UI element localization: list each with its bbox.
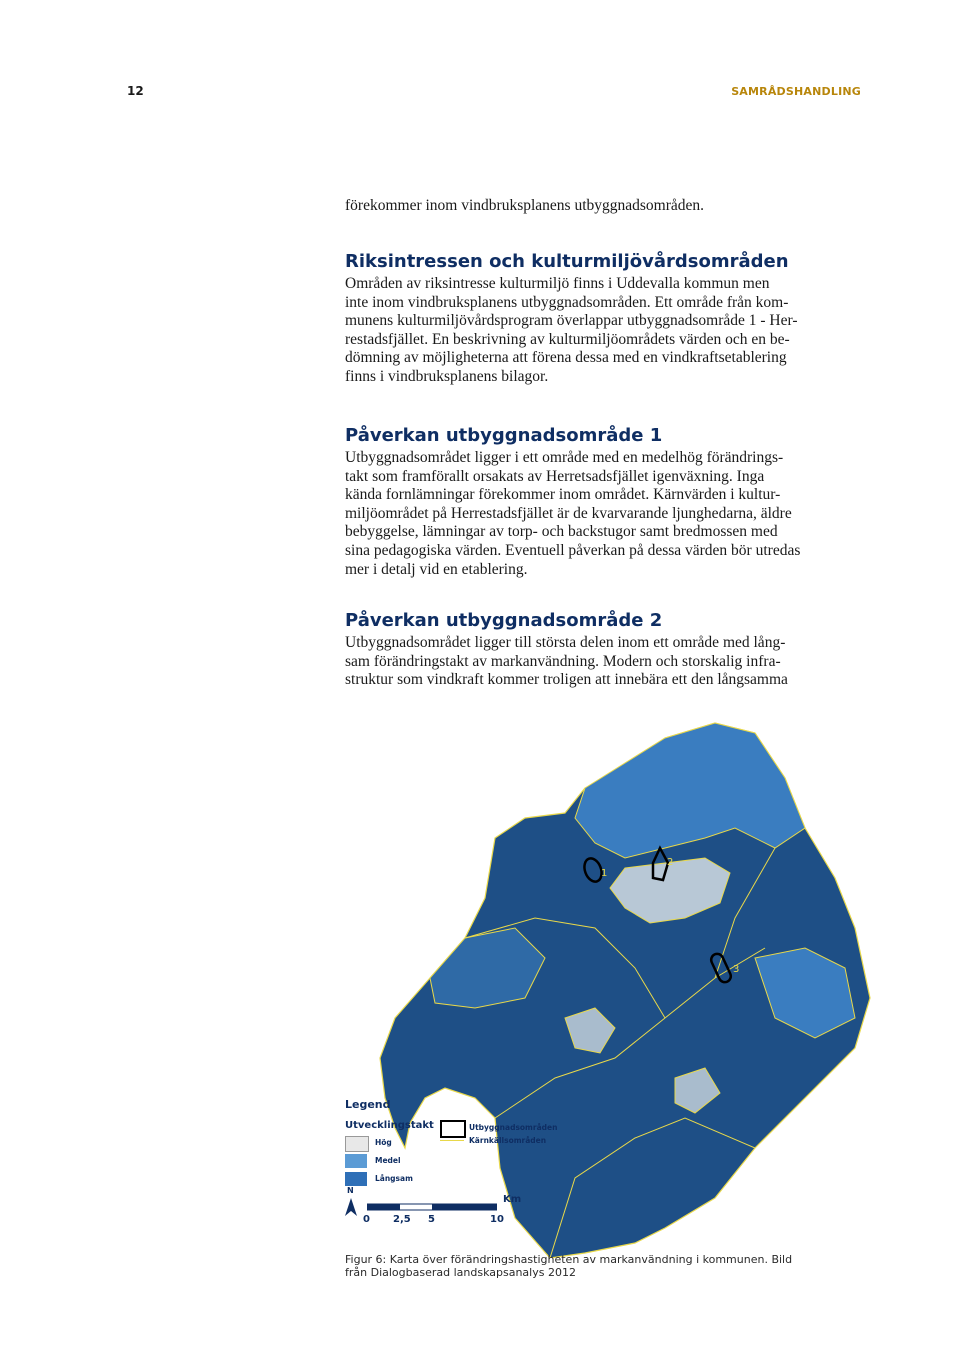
north-label: N xyxy=(347,1186,354,1195)
area-label-3: 3 xyxy=(733,964,740,975)
area-label-1: 1 xyxy=(601,868,608,879)
legend-subtitle: Utvecklingstakt xyxy=(345,1120,434,1131)
caption-line: Figur 6: Karta över förändringshastigheten av markanvändning i kommunen. Bild xyxy=(345,1253,793,1266)
paragraph-line: Utbyggnadsområdet ligger i ett område med en medelhög förändrings- xyxy=(345,449,784,466)
paragraph-line: sam förändringstakt av markanvändning. Modern och storskalig infra- xyxy=(345,652,781,670)
legend-line-core xyxy=(440,1140,464,1141)
legend-swatch-slow xyxy=(345,1172,367,1186)
paragraph-line: struktur som vindkraft kommer troligen att innebära ett den långsamma xyxy=(345,671,788,689)
legend-swatch-high xyxy=(345,1136,369,1152)
page-number: 12 xyxy=(127,84,144,98)
paragraph-line: sina pedagogiska värden. Eventuell påverkan på dessa värden bör utredas xyxy=(345,541,801,559)
section-heading: Påverkan utbyggnadsområde 1 xyxy=(345,425,663,446)
scale-tick-0: 0 xyxy=(363,1214,370,1225)
caption-line: från Dialogbaserad landskapsanalys 2012 xyxy=(345,1266,576,1279)
paragraph-line: dömning av möjligheterna att förena dessa med en vindkraftsetablering xyxy=(345,349,787,367)
paragraph-line: kända fornlämningar förekommer inom området. Kärnvärden i kultur- xyxy=(345,486,781,504)
section-riksintressen xyxy=(345,251,865,387)
legend-label-high: Hög xyxy=(375,1138,392,1147)
paragraph-line: inte inom vindbruksplanens utbyggnadsområden. Ett område från kom- xyxy=(345,293,789,311)
section-paverkan-2 xyxy=(345,610,865,690)
scale-tick-10: 10 xyxy=(490,1214,504,1225)
medium-change-zone xyxy=(575,723,805,858)
scale-unit: Km xyxy=(503,1194,522,1205)
legend-label-slow: Långsam xyxy=(375,1174,413,1183)
scale-tick-5: 5 xyxy=(428,1214,435,1225)
legend-label-medium: Medel xyxy=(375,1156,401,1165)
legend-label-core: Kärnkällsområden xyxy=(469,1136,547,1145)
figure-caption xyxy=(345,1253,865,1279)
legend-swatch-medium xyxy=(345,1154,367,1168)
legend-outline-development xyxy=(440,1120,466,1138)
land-use-change-map xyxy=(335,718,875,1258)
section-heading: Påverkan utbyggnadsområde 2 xyxy=(345,610,663,631)
scale-tick-2-5: 2,5 xyxy=(393,1214,411,1225)
paragraph-line: Områden av riksintresse kulturmiljö finns i Uddevalla kommun men xyxy=(345,275,770,292)
paragraph-line: takt som framförallt orsakats av Herretsadsfjället igenväxning. Inga xyxy=(345,467,765,485)
paragraph-line: Utbyggnadsområdet ligger till största delen inom ett område med lång- xyxy=(345,634,786,651)
scale-bar xyxy=(367,1202,497,1212)
section-heading: Riksintressen och kulturmiljövårdsområden xyxy=(345,251,789,272)
intro-line: förekommer inom vindbruksplanens utbyggnadsområden. xyxy=(345,197,705,214)
area-label-2: 2 xyxy=(667,857,674,868)
paragraph-line: bebyggelse, lämningar av torp- och backstugor samt bredmossen med xyxy=(345,523,778,541)
paragraph-line: munens kulturmiljövårdsprogram överlappar utbyggnadsområde 1 - Her- xyxy=(345,312,798,330)
map-legend xyxy=(345,1098,565,1238)
paragraph-line: miljöområdet på Herrestadsfjället är de kvarvarande ljunghedarna, äldre xyxy=(345,504,792,522)
paragraph-line: restadsfjället. En beskrivning av kulturmiljöområdets värden och en be- xyxy=(345,330,790,348)
legend-title: Legend xyxy=(345,1098,391,1111)
section-paverkan-1 xyxy=(345,425,865,579)
paragraph-line: finns i vindbruksplanens bilagor. xyxy=(345,367,549,385)
running-header: SAMRÅDSHANDLING xyxy=(731,85,861,98)
north-arrow-icon xyxy=(345,1198,357,1216)
paragraph-line: mer i detalj vid en etablering. xyxy=(345,560,528,578)
legend-label-development: Utbyggnadsområden xyxy=(469,1123,558,1132)
